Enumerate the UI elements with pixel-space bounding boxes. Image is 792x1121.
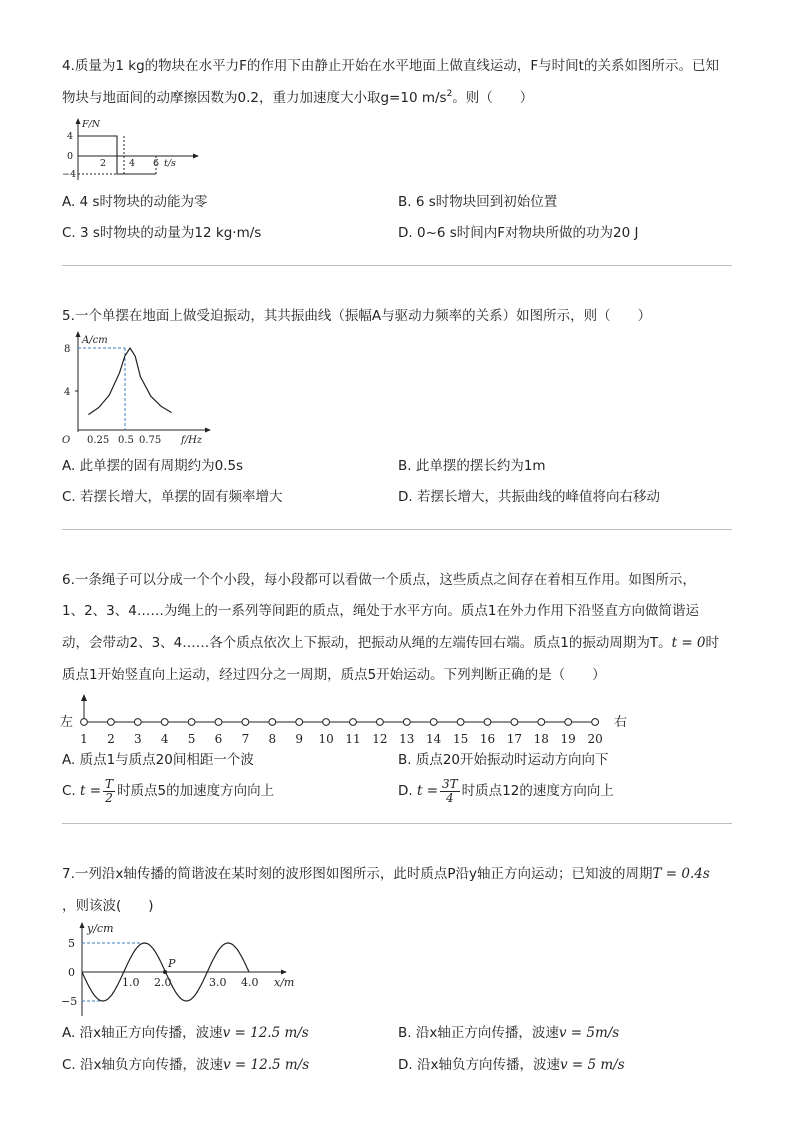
divider	[62, 265, 732, 266]
q6-rope-point-label: 15	[452, 732, 469, 746]
q6-option-c[interactable]	[62, 774, 274, 808]
q4-option-d[interactable]: D. 0~6 s时间内F对物块所做的功为20 J	[398, 225, 639, 241]
q5-x-tick-025: 0.25	[87, 435, 110, 446]
q7-option-b-text: B. 沿x轴正方向传播，波速	[398, 1025, 559, 1041]
q7-point-p	[163, 970, 167, 974]
q6-option-a[interactable]: A. 质点1与质点20间相距一个波	[62, 752, 254, 768]
q6-rope-point	[430, 719, 437, 726]
q6-rope-point-label: 1	[80, 732, 88, 746]
q6-rope-point	[484, 719, 491, 726]
q6-rope-points-diagram	[58, 692, 638, 748]
q6-option-c-math: t =	[80, 783, 102, 799]
q7-option-c-text: C. 沿x轴负方向传播，波速	[62, 1057, 223, 1073]
q6-rope-point-label: 3	[133, 732, 142, 746]
q6-rope-point	[350, 719, 357, 726]
q7-option-d[interactable]	[398, 1055, 625, 1075]
q6-rope-point	[511, 719, 518, 726]
q4-x-label: t/s	[164, 158, 176, 169]
q6-left-label: 左	[60, 715, 74, 730]
q5-y-tick-4: 4	[64, 387, 71, 398]
q6-rope-point	[269, 719, 276, 726]
q5-stem-line1: 5.一个单摆在地面上做受迫振动，其共振曲线（振幅A与驱动力频率的关系）如图所示，则（ ）	[62, 308, 652, 324]
q7-x-tick-1: 1.0	[122, 976, 140, 989]
q7-stem-line1	[62, 864, 710, 884]
q6-rope-point-label: 7	[241, 732, 250, 746]
q6-rope-point	[323, 719, 330, 726]
q6-rope-point-label: 5	[187, 732, 196, 746]
q7-x-tick-2: 2.0	[154, 976, 172, 989]
q6-option-d[interactable]	[398, 774, 614, 808]
q4-stem-line2a: 物块与地面间的动摩擦因数为0.2，重力加速度大小取g=10 m/s	[62, 90, 447, 106]
q6-option-d-math: t =	[416, 783, 439, 799]
q4-y-tick-4: 4	[67, 131, 74, 142]
q7-option-b[interactable]	[398, 1023, 619, 1043]
q6-rope-point-label: 18	[533, 732, 549, 746]
q6-rope-point	[538, 719, 545, 726]
q6-rope-point-label: 14	[426, 732, 442, 746]
q6-rope-point	[457, 719, 464, 726]
q7-option-c[interactable]	[62, 1055, 309, 1075]
q5-x-tick-075: 0.75	[139, 435, 162, 446]
q6-rope-point	[565, 719, 572, 726]
q6-rope-point-label: 2	[107, 732, 115, 746]
q6-stem-line2: 1、2、3、4……为绳上的一系列等间距的质点，绳处于水平方向。质点1在外力作用下沿竖直方向做简谐运	[62, 603, 699, 619]
q6-option-d-letter: D.	[398, 783, 417, 799]
q5-option-d[interactable]: D. 若摆长增大，共振曲线的峰值将向右移动	[398, 489, 660, 505]
q7-option-a[interactable]	[62, 1023, 309, 1043]
q4-stem-line1: 4.质量为1 kg的物块在水平力F的作用下由静止开始在水平地面上做直线运动，F与时间t的关系如图所示。已知	[62, 58, 719, 74]
q5-option-b[interactable]: B. 此单摆的摆长约为1m	[398, 458, 546, 474]
q4-option-c[interactable]: C. 3 s时物块的动量为12 kg·m/s	[62, 225, 262, 241]
q4-option-b[interactable]: B. 6 s时物块回到初始位置	[398, 194, 558, 210]
q6-rope-point-label: 17	[506, 732, 523, 746]
q7-x-tick-3: 3.0	[209, 976, 227, 989]
q7-option-a-math: v = 12.5 m/s	[222, 1025, 309, 1041]
q4-x-tick-6: 6	[153, 158, 160, 169]
q6-option-c-text: 时质点5的加速度方向向上	[117, 783, 275, 799]
q6-option-d-num: 3T	[442, 776, 458, 791]
divider	[62, 529, 732, 530]
q6-stem-line1: 6.一条绳子可以分成一个个小段，每小段都可以看做一个质点，这些质点之间存在着相互作用。如图所示，	[62, 572, 696, 588]
q6-option-d-den: 4	[446, 790, 454, 805]
q6-right-label: 右	[614, 715, 628, 730]
q6-rope-point	[215, 719, 222, 726]
q4-stem-sup: 2	[446, 89, 453, 99]
q4-y-label: F/N	[82, 119, 101, 130]
q6-rope-point-label: 9	[295, 732, 304, 746]
q5-origin-label: O	[62, 435, 71, 446]
q6-rope-point-label: 12	[372, 732, 388, 746]
q7-x-tick-4: 4.0	[241, 976, 259, 989]
q6-rope-point	[242, 719, 249, 726]
q6-rope-point-label: 11	[345, 732, 361, 746]
divider	[62, 823, 732, 824]
q7-y-tick-5: 5	[68, 937, 75, 950]
q6-rope-point-label: 13	[399, 732, 415, 746]
q6-rope-point-label: 19	[560, 732, 576, 746]
q6-points-group	[80, 719, 603, 746]
q6-rope-point	[377, 719, 384, 726]
q6-rope-point-label: 4	[160, 732, 169, 746]
q7-option-b-math: v = 5m/s	[558, 1025, 620, 1041]
q4-x-tick-2: 2	[100, 158, 107, 169]
q7-point-p-label: P	[168, 957, 176, 970]
q5-y-label: A/cm	[82, 335, 108, 346]
q6-stem-line3-end: 时	[705, 635, 720, 651]
q6-rope-point-label: 16	[479, 732, 496, 746]
q6-option-b[interactable]: B. 质点20开始振动时运动方向向下	[398, 752, 609, 768]
q5-option-c[interactable]: C. 若摆长增大，单摆的固有频率增大	[62, 489, 283, 505]
q4-y-tick-neg4: −4	[62, 169, 77, 180]
q4-stem-line2b: 。则（ ）	[452, 90, 534, 106]
q6-stem-math-t0: t = 0	[671, 635, 706, 651]
q6-rope-point-label: 8	[268, 732, 277, 746]
q4-y-tick-0: 0	[67, 151, 74, 162]
q5-y-tick-8: 8	[64, 344, 71, 355]
q5-resonance-curve-graph	[58, 330, 218, 450]
q6-rope-point	[592, 719, 599, 726]
q6-rope-point	[403, 719, 410, 726]
q7-wave-graph	[58, 920, 308, 1018]
q7-y-tick-neg5: −5	[61, 995, 78, 1008]
q4-force-time-graph	[60, 116, 200, 182]
q6-rope-point	[188, 719, 195, 726]
q6-rope-point	[296, 719, 303, 726]
q6-stem-line3-text: 动，会带动2、3、4……各个质点依次上下振动，把振动从绳的左端传回右端。质点1的振动周期为T。	[62, 635, 672, 651]
q7-option-d-text: D. 沿x轴负方向传播，波速	[398, 1057, 560, 1073]
q5-option-a[interactable]: A. 此单摆的固有周期约为0.5s	[62, 458, 244, 474]
q7-stem-line1-text: 7.一列沿x轴传播的简谐波在某时刻的波形图如图所示，此时质点P沿y轴正方向运动；已知波的周期	[62, 866, 653, 882]
q6-option-d-fraction	[440, 778, 460, 805]
q4-force-line	[78, 136, 156, 174]
q7-option-d-math: v = 5 m/s	[559, 1057, 625, 1073]
q5-resonance-curve	[88, 348, 171, 415]
q7-option-c-math: v = 12.5 m/s	[223, 1057, 310, 1073]
q6-rope-point	[81, 719, 88, 726]
q7-x-label: x/m	[274, 976, 295, 989]
q5-x-label: f/Hz	[181, 435, 203, 446]
q6-rope-point	[108, 719, 115, 726]
q6-option-c-fraction	[103, 778, 115, 805]
q6-rope-point	[161, 719, 168, 726]
q6-rope-point-label: 6	[214, 732, 223, 746]
q6-option-d-text: 时质点12的速度方向向上	[461, 783, 614, 799]
q6-option-c-num: T	[105, 776, 114, 791]
q5-x-tick-05: 0.5	[118, 435, 134, 446]
q7-y-tick-0: 0	[68, 966, 75, 979]
q4-stem-line2	[62, 88, 533, 108]
q7-stem-math-period: T = 0.4s	[652, 866, 710, 882]
q6-rope-point	[134, 719, 141, 726]
q6-stem-line3	[62, 633, 719, 653]
q7-y-label: y/cm	[87, 922, 114, 935]
q7-stem-line2: ，则该波( )	[62, 898, 154, 914]
q4-option-a[interactable]: A. 4 s时物块的动能为零	[62, 194, 208, 210]
q7-option-a-text: A. 沿x轴正方向传播，波速	[62, 1025, 223, 1041]
q6-rope-point-label: 20	[587, 732, 603, 746]
q6-stem-line4: 质点1开始竖直向上运动，经过四分之一周期，质点5开始运动。下列判断正确的是（ ）	[62, 667, 606, 683]
q6-rope-point-label: 10	[318, 732, 334, 746]
q6-option-c-den: 2	[105, 790, 113, 805]
q4-x-tick-4: 4	[129, 158, 136, 169]
q6-option-c-letter: C.	[62, 783, 81, 799]
